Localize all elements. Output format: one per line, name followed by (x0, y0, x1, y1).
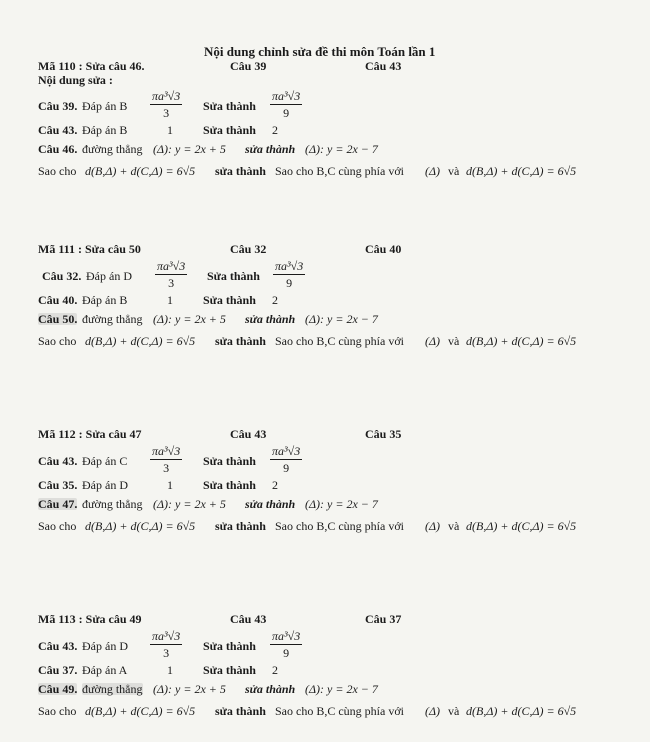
question-ref-a: Câu 32 (230, 242, 267, 256)
sua-thanh-label: Sửa thành (203, 293, 256, 307)
row1-question: Câu 43. (38, 454, 78, 468)
sao-cho-cung-phia-text: Sao cho B,C cùng phía với (275, 334, 404, 348)
line-equation-new: (Δ): y = 2x − 7 (305, 682, 378, 696)
distance-equation-new: d(B,Δ) + d(C,Δ) = 6√5 (466, 334, 577, 348)
distance-equation-new: d(B,Δ) + d(C,Δ) = 6√5 (466, 704, 577, 718)
section-code: Mã 111 : Sửa câu 50 (38, 242, 141, 256)
va-text: và (448, 704, 460, 718)
fraction-old: $\frac{\text{πa³√3}}{3}$ (152, 629, 181, 660)
noi-dung-sua-label: Nội dung sửa : (38, 73, 113, 87)
va-text: và (448, 164, 460, 178)
section-code: Mã 113 : Sửa câu 49 (38, 612, 142, 626)
sua-thanh-bold: sửa thành (215, 519, 266, 533)
sao-cho-text: Sao cho (38, 704, 77, 718)
row3-question: Câu 47. (38, 497, 78, 511)
line-equation-old: (Δ): y = 2x + 5 (153, 682, 226, 696)
fraction-new: $\frac{\text{πa³√3}}{9}$ (272, 444, 301, 475)
row1-answer: Đáp án C (82, 454, 128, 468)
row3-question: Câu 50. (38, 312, 78, 326)
duong-thang-text: đường thẳng (82, 142, 143, 156)
old-value: 1 (167, 663, 173, 677)
question-ref-b: Câu 40 (365, 242, 402, 256)
row2-question: Câu 40. (38, 293, 78, 307)
duong-thang-text: đường thẳng (82, 312, 143, 326)
row1-answer: Đáp án B (82, 99, 128, 113)
sao-cho-cung-phia-text: Sao cho B,C cùng phía với (275, 704, 404, 718)
document-title: Nội dung chỉnh sửa đề thi môn Toán lần 1 (204, 44, 436, 59)
new-value: 2 (272, 293, 278, 307)
sua-thanh-italic: sửa thành (245, 682, 296, 696)
question-ref-a: Câu 39 (230, 59, 267, 73)
old-value: 1 (167, 478, 173, 492)
section-code: Mã 112 : Sửa câu 47 (38, 427, 142, 441)
row1-question: Câu 32. (42, 269, 82, 283)
delta-symbol: (Δ) (425, 334, 441, 348)
fraction-new: $\frac{\text{πa³√3}}{9}$ (272, 89, 301, 120)
sao-cho-text: Sao cho (38, 164, 77, 178)
fraction-old: $\frac{\text{πa³√3}}{3}$ (157, 259, 186, 290)
sao-cho-cung-phia-text: Sao cho B,C cùng phía với (275, 164, 404, 178)
line-equation-old: (Δ): y = 2x + 5 (153, 312, 226, 326)
delta-symbol: (Δ) (425, 704, 441, 718)
new-value: 2 (272, 478, 278, 492)
line-equation-new: (Δ): y = 2x − 7 (305, 497, 378, 511)
sao-cho-text: Sao cho (38, 334, 77, 348)
row1-answer: Đáp án D (86, 269, 132, 283)
sua-thanh-label: Sửa thành (203, 123, 256, 137)
row2-answer: Đáp án D (82, 478, 128, 492)
section-code: Mã 110 : Sửa câu 46. (38, 59, 145, 73)
duong-thang-text: đường thẳng (82, 682, 143, 696)
row2-question: Câu 43. (38, 123, 78, 137)
sua-thanh-label: Sửa thành (203, 454, 256, 468)
fraction-old: $\frac{\text{πa³√3}}{3}$ (152, 444, 181, 475)
question-ref-b: Câu 35 (365, 427, 402, 441)
distance-equation-old: d(B,Δ) + d(C,Δ) = 6√5 (85, 164, 196, 178)
new-value: 2 (272, 123, 278, 137)
line-equation-new: (Δ): y = 2x − 7 (305, 312, 378, 326)
sua-thanh-label: Sửa thành (203, 478, 256, 492)
distance-equation-new: d(B,Δ) + d(C,Δ) = 6√5 (466, 164, 577, 178)
row2-question: Câu 37. (38, 663, 78, 677)
sua-thanh-italic: sửa thành (245, 497, 296, 511)
row2-answer: Đáp án B (82, 293, 128, 307)
line-equation-old: (Δ): y = 2x + 5 (153, 497, 226, 511)
va-text: và (448, 519, 460, 533)
row3-question: Câu 49. (38, 682, 78, 696)
delta-symbol: (Δ) (425, 519, 441, 533)
question-ref-a: Câu 43 (230, 612, 267, 626)
sua-thanh-bold: sửa thành (215, 164, 266, 178)
sua-thanh-label: Sửa thành (207, 269, 260, 283)
fraction-new: $\frac{\text{πa³√3}}{9}$ (272, 629, 301, 660)
delta-symbol: (Δ) (425, 164, 441, 178)
sua-thanh-italic: sửa thành (245, 312, 296, 326)
old-value: 1 (167, 123, 173, 137)
question-ref-b: Câu 43 (365, 59, 402, 73)
sao-cho-text: Sao cho (38, 519, 77, 533)
duong-thang-text: đường thẳng (82, 497, 143, 511)
line-equation-new: (Δ): y = 2x − 7 (305, 142, 378, 156)
distance-equation-old: d(B,Δ) + d(C,Δ) = 6√5 (85, 334, 196, 348)
sua-thanh-label: Sửa thành (203, 663, 256, 677)
fraction-old: $\frac{\text{πa³√3}}{3}$ (152, 89, 181, 120)
row2-answer: Đáp án A (82, 663, 128, 677)
sua-thanh-bold: sửa thành (215, 704, 266, 718)
line-equation-old: (Δ): y = 2x + 5 (153, 142, 226, 156)
row1-answer: Đáp án D (82, 639, 128, 653)
sua-thanh-label: Sửa thành (203, 639, 256, 653)
question-ref-a: Câu 43 (230, 427, 267, 441)
new-value: 2 (272, 663, 278, 677)
row3-question: Câu 46. (38, 142, 78, 156)
sua-thanh-bold: sửa thành (215, 334, 266, 348)
distance-equation-new: d(B,Δ) + d(C,Δ) = 6√5 (466, 519, 577, 533)
row2-question: Câu 35. (38, 478, 78, 492)
fraction-new: $\frac{\text{πa³√3}}{9}$ (275, 259, 304, 290)
sao-cho-cung-phia-text: Sao cho B,C cùng phía với (275, 519, 404, 533)
row1-question: Câu 39. (38, 99, 78, 113)
row1-question: Câu 43. (38, 639, 78, 653)
distance-equation-old: d(B,Δ) + d(C,Δ) = 6√5 (85, 704, 196, 718)
sua-thanh-italic: sửa thành (245, 142, 296, 156)
row2-answer: Đáp án B (82, 123, 128, 137)
distance-equation-old: d(B,Δ) + d(C,Δ) = 6√5 (85, 519, 196, 533)
va-text: và (448, 334, 460, 348)
sua-thanh-label: Sửa thành (203, 99, 256, 113)
old-value: 1 (167, 293, 173, 307)
question-ref-b: Câu 37 (365, 612, 402, 626)
